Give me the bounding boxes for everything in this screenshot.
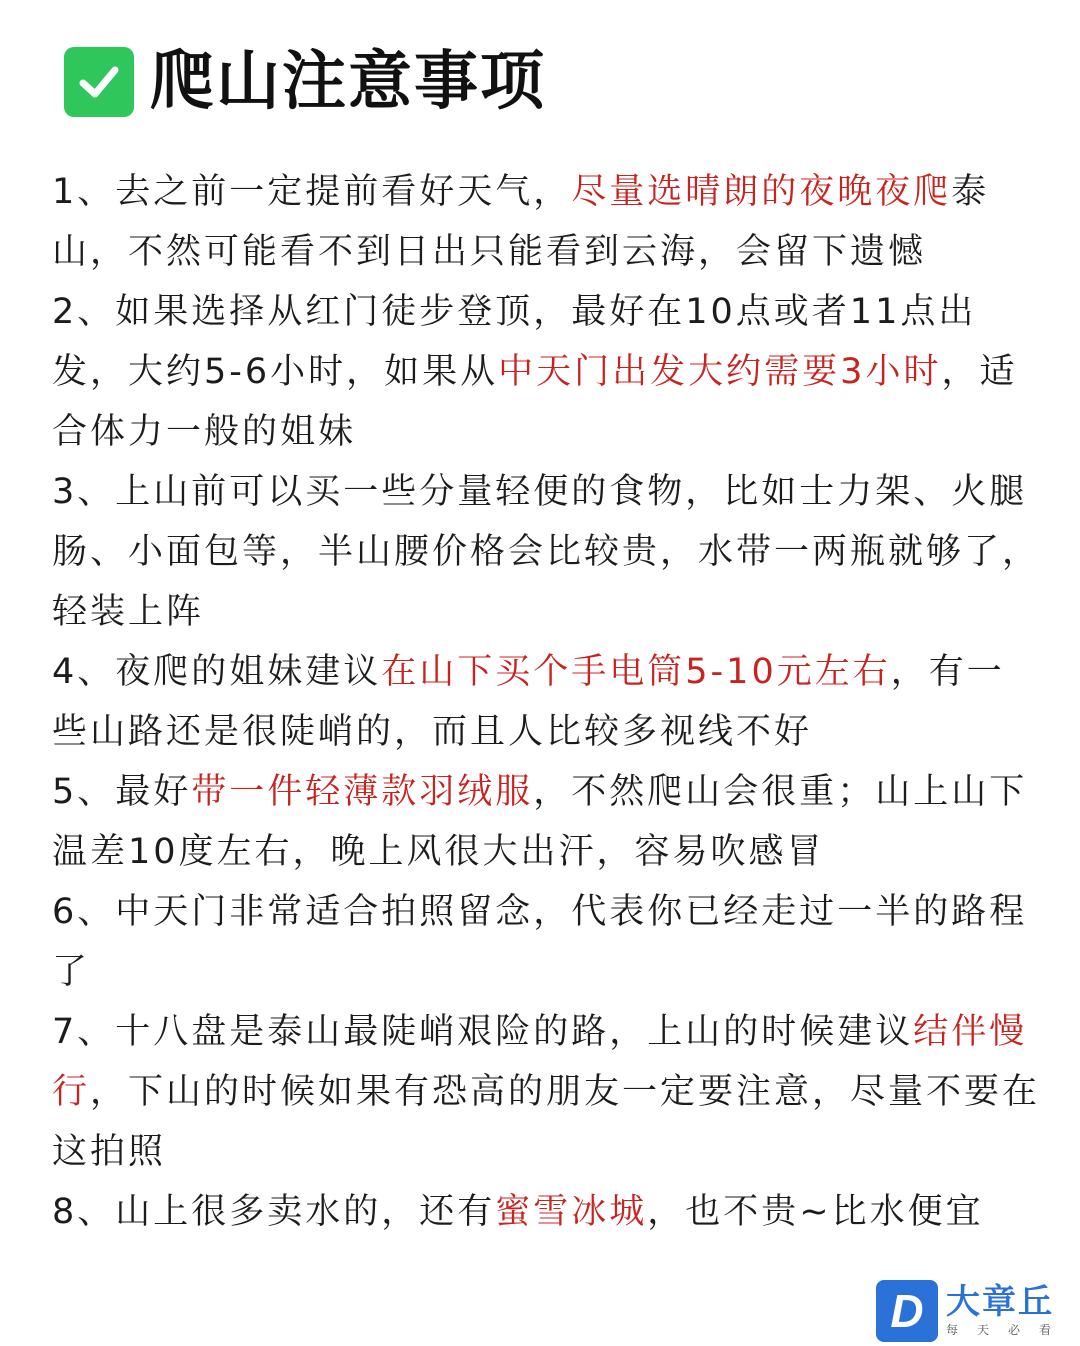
list-item [52, 1002, 1042, 1182]
item-text: 泰山，不然可能看不到日出只能看到云海，会留下遗憾 [52, 172, 990, 272]
logo-name: 大章丘 [946, 1282, 1054, 1322]
item-text: ，下山的时候如果有恐高的朋友一定要注意，尽量不要在这拍照 [52, 1072, 1041, 1172]
list-item [52, 642, 1042, 762]
header [64, 40, 546, 124]
list-item [52, 882, 1042, 1002]
highlight-text: 尽量选晴朗的夜晚夜爬 [571, 172, 952, 212]
item-text: ，有一些山路还是很陡峭的，而且人比较多视线不好 [52, 652, 1005, 752]
check-icon [64, 47, 134, 117]
check-mark-svg [74, 57, 124, 107]
list-item [52, 462, 1042, 642]
logo-text [946, 1283, 1070, 1339]
item-text: 8、山上很多卖水的，还有 [52, 1192, 496, 1232]
notes-list [52, 162, 1042, 1242]
highlight-text: 中天门出发大约需要3小时 [498, 352, 942, 392]
logo-slogan: 每天必看 [946, 1323, 1071, 1337]
page-title: 爬山注意事项 [150, 45, 546, 119]
item-text: 6、中天门非常适合拍照留念，代表你已经走过一半的路程了 [52, 892, 1028, 992]
list-item [52, 162, 1042, 282]
item-text: ，适合体力一般的姐妹 [52, 352, 1018, 452]
item-text: 3、上山前可以买一些分量轻便的食物，比如士力架、火腿肠、小面包等，半山腰价格会比较贵，水带一两瓶就够了，轻装上阵 [52, 472, 1041, 632]
item-text: 1、去之前一定提前看好天气， [52, 172, 572, 212]
highlight-text: 结伴慢行 [52, 1012, 1028, 1112]
list-item [52, 282, 1042, 462]
highlight-text: 蜜雪冰城 [495, 1192, 648, 1232]
item-text: 4、夜爬的姐妹建议 [52, 652, 382, 692]
list-item [52, 1182, 1042, 1242]
item-text: 5、最好 [52, 772, 192, 812]
list-item [52, 762, 1042, 882]
watermark-logo [876, 1280, 1076, 1342]
highlight-text: 带一件轻薄款羽绒服 [191, 772, 534, 812]
item-text: ，不然爬山会很重；山上山下温差10度左右，晚上风很大出汗，容易吹感冒 [52, 772, 1028, 872]
item-text: 2、如果选择从红门徒步登顶，最好在10点或者11点出发，大约5-6小时，如果从 [52, 292, 977, 392]
logo-mark: D [876, 1280, 938, 1342]
highlight-text: 在山下买个手电筒5-10元左右 [381, 652, 891, 692]
item-text: 7、十八盘是泰山最陡峭艰险的路，上山的时候建议 [52, 1012, 914, 1052]
item-text: ，也不贵~比水便宜 [647, 1192, 984, 1232]
